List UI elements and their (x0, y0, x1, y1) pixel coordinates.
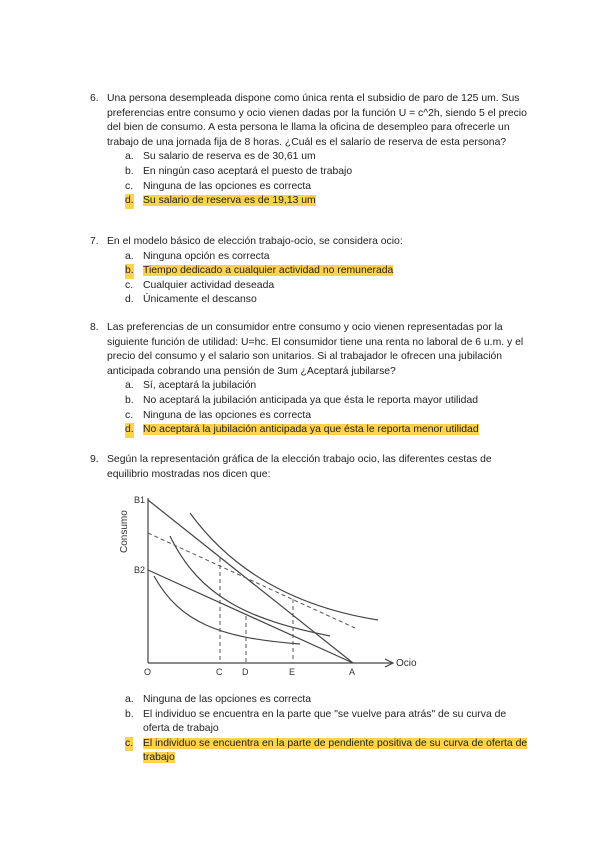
option-text: Ninguna de las opciones es correcta (143, 180, 312, 192)
x-axis-label: Ocio (396, 658, 417, 669)
tick-e: E (289, 667, 296, 677)
question-number: 8. (90, 322, 99, 333)
option-text: Tiempo dedicado a cualquier actividad no remunerada (143, 265, 394, 277)
question-number: 6. (90, 93, 99, 104)
indifference-curve-upper (190, 513, 378, 620)
indifference-curve-lower (154, 576, 300, 644)
option-b[interactable]: b. En ningún caso aceptará el puesto de trabajo (125, 165, 353, 177)
options-list (125, 250, 530, 308)
option-text: Únicamente el descanso (143, 294, 257, 306)
question-8 (90, 321, 530, 438)
question-stem: Una persona desempleada dispone como única renta el subsidio de paro de 125 um. Sus preferencias entre consumo y ocio vienen dadas por la función U = c^2h, siendo 5 el precio del bien de consumo. A esta persona le llama la oficina de desempleo para ofrecerle un trabajo de una jornada fija de 8 horas. ¿Cuál es el salario de reserva de esta persona? (107, 93, 527, 148)
option-text: No aceptará la jubilación anticipada ya que ésta le reporta mayor utilidad (143, 394, 479, 406)
options-list (125, 693, 530, 766)
option-text: Cualquier actividad deseada (143, 279, 275, 291)
y-axis-label: Consumo (119, 510, 130, 553)
option-d[interactable]: d. Únicamente el descanso (125, 294, 257, 306)
option-a[interactable]: a. Ninguna de las opciones es correcta (125, 694, 312, 705)
option-text: Su salario de reserva es de 30,61 um (143, 151, 316, 163)
question-number: 7. (90, 236, 99, 247)
option-b[interactable]: b. El individuo se encuentra en la parte que "se vuelve para atrás" de su curva de oferta de trabajo (125, 708, 507, 735)
option-text: Ninguna opción es correcta (143, 250, 270, 262)
option-c[interactable]: c. Ninguna de las opciones es correcta (125, 180, 312, 192)
option-a[interactable]: a. Sí, aceptará la jubilación (125, 380, 257, 392)
option-b-highlighted[interactable]: b. Tiempo dedicado a cualquier actividad no remunerada (125, 264, 530, 279)
option-text: No aceptará la jubilación anticipada ya que ésta le reporta menor utilidad (143, 424, 479, 436)
option-text: Ninguna de las opciones es correcta (143, 694, 312, 705)
question-stem: Las preferencias de un consumidor entre consumo y ocio vienen representadas por la siguiente función de utilidad: U=hc. El consumidor tiene una renta no laboral de 6 u.m. y el precio del consumo y el salario son unitarios. Si al trabajador le ofrecen una jubilación anticipada cobrando una pensión de 3um ¿Aceptará jubilarse? (107, 322, 524, 377)
tick-b2: B2 (134, 565, 146, 575)
question-number: 9. (90, 454, 99, 465)
option-text: Ninguna de las opciones es correcta (143, 409, 312, 421)
question-stem: Según la representación gráfica de la elección trabajo ocio, las diferentes cestas de equilibrio mostradas nos dicen que: (107, 454, 492, 480)
option-text: El individuo se encuentra en la parte de pendiente positiva de su curva de oferta de trabajo (143, 737, 528, 764)
option-text: Sí, aceptará la jubilación (143, 380, 257, 392)
option-c[interactable]: c. Cualquier actividad deseada (125, 279, 275, 291)
tick-b1: B1 (134, 495, 146, 505)
option-d-highlighted[interactable]: d. No aceptará la jubilación anticipada ya que ésta le reporta menor utilidad (125, 423, 530, 438)
question-6 (90, 92, 530, 209)
budget-line-b1 (148, 500, 353, 663)
option-text: En ningún caso aceptará el puesto de trabajo (143, 165, 353, 177)
tick-a: A (349, 667, 356, 677)
budget-line-b2 (148, 570, 353, 663)
option-a[interactable]: a. Su salario de reserva es de 30,61 um (125, 151, 316, 163)
question-stem: En el modelo básico de elección trabajo-ocio, se considera ocio: (107, 236, 403, 247)
question-9-options (90, 693, 530, 766)
tick-d: D (242, 667, 249, 677)
option-b[interactable]: b. No aceptará la jubilación anticipada ya que ésta le reporta mayor utilidad (125, 394, 479, 406)
question-9 (90, 453, 530, 482)
option-text: Su salario de reserva es de 19,13 um (143, 195, 316, 207)
labor-leisure-figure (119, 488, 440, 678)
option-c[interactable]: c. Ninguna de las opciones es correcta (125, 409, 312, 421)
options-list (125, 379, 530, 437)
tick-c: C (216, 667, 223, 677)
indifference-curve-middle (170, 536, 330, 636)
option-text: El individuo se encuentra en la parte que "se vuelve para atrás" de su curva de oferta de trabajo (143, 708, 507, 735)
tick-o: O (144, 667, 152, 677)
option-c-highlighted[interactable]: c. El individuo se encuentra en la parte de pendiente positiva de su curva de oferta de trabajo (125, 737, 528, 764)
option-a[interactable]: a. Ninguna opción es correcta (125, 250, 270, 262)
option-d-highlighted[interactable]: d. Su salario de reserva es de 19,13 um (125, 194, 530, 209)
question-7 (90, 235, 530, 308)
options-list (125, 150, 530, 208)
